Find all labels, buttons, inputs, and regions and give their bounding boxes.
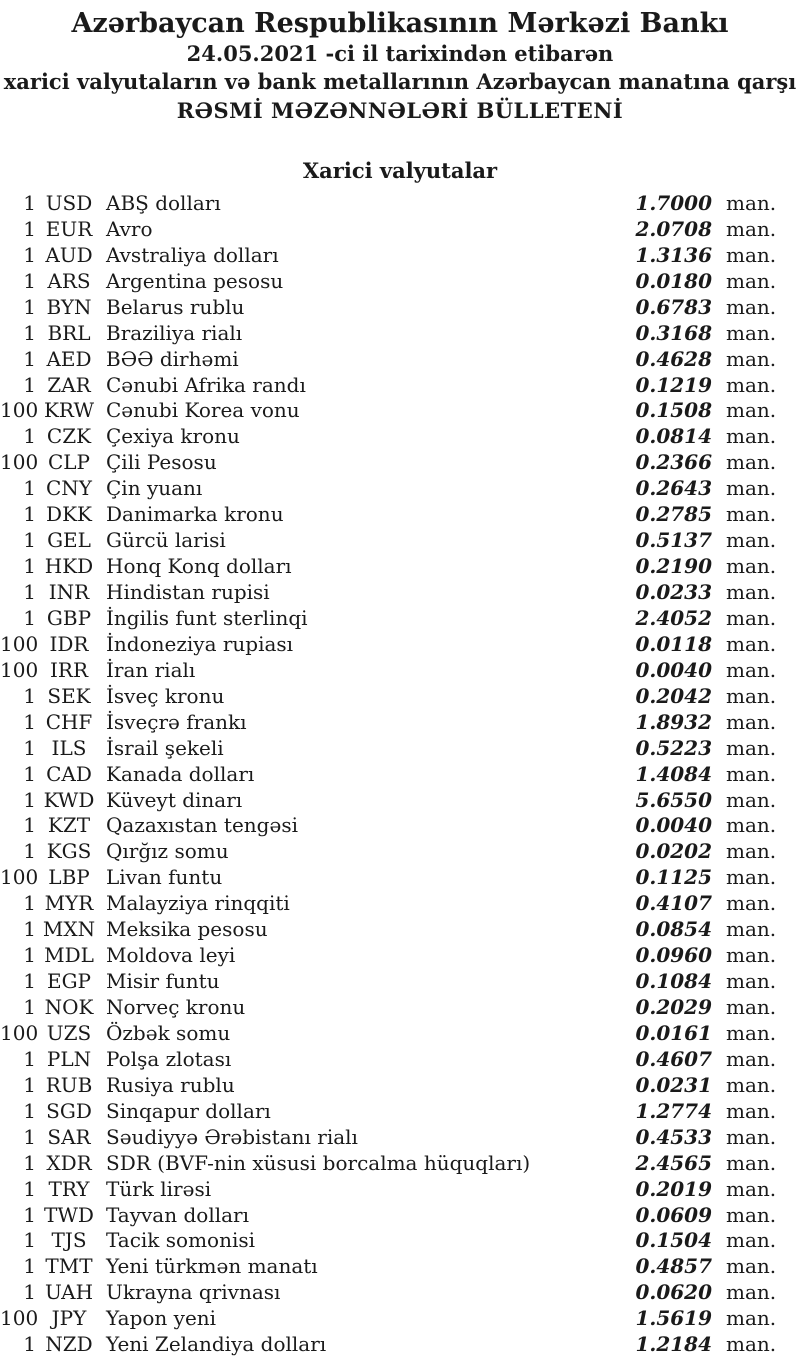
currency-name: Yeni türkmən manatı [106, 1254, 318, 1279]
currency-row [0, 916, 800, 942]
nominal: 1 [23, 1124, 36, 1149]
rate-value: 0.1508 [635, 398, 712, 423]
currency-code: XDR [46, 1150, 92, 1175]
currency-code: UAH [44, 1280, 94, 1305]
nominal: 1 [23, 1176, 36, 1201]
nominal: 1 [23, 554, 36, 579]
rate-value: 0.5223 [635, 735, 712, 760]
currency-name: Tayvan dolları [106, 1202, 249, 1227]
currency-name: Polşa zlotası [106, 1046, 232, 1071]
currency-code: GBP [46, 605, 92, 630]
nominal: 1 [23, 813, 36, 838]
unit-label: man. [726, 1072, 777, 1097]
nominal: 1 [23, 735, 36, 760]
rate-value: 0.2190 [635, 554, 712, 579]
currency-name: Malayziya rinqqiti [106, 891, 290, 916]
currency-name: Kanada dolları [106, 761, 255, 786]
currency-row [0, 1279, 800, 1305]
unit-label: man. [726, 943, 777, 968]
bank-title: Azərbaycan Respublikasının Mərkəzi Bankı [71, 8, 729, 39]
rate-value: 0.0180 [635, 268, 712, 293]
nominal: 1 [23, 839, 36, 864]
unit-label: man. [726, 761, 777, 786]
unit-label: man. [726, 1202, 777, 1227]
currency-row [0, 1046, 800, 1072]
rate-value: 0.0233 [635, 580, 712, 605]
nominal: 1 [23, 346, 36, 371]
nominal: 100 [0, 631, 39, 656]
currency-code: MDL [44, 943, 94, 968]
rates-table [0, 190, 800, 1357]
currency-row [0, 242, 800, 268]
currency-row [0, 631, 800, 657]
currency-row [0, 864, 800, 890]
rate-value: 0.2042 [635, 683, 712, 708]
currency-name: Qazaxıstan tengəsi [106, 813, 298, 838]
rate-value: 0.2785 [635, 502, 712, 527]
currency-name: Ukrayna qrivnası [106, 1280, 281, 1305]
currency-name: Çin yuanı [106, 476, 203, 501]
currency-row [0, 1305, 800, 1331]
unit-label: man. [726, 1150, 777, 1175]
unit-label: man. [726, 580, 777, 605]
nominal: 1 [23, 268, 36, 293]
currency-name: Sinqapur dolları [106, 1098, 271, 1123]
currency-code: IDR [49, 631, 89, 656]
currency-row [0, 1202, 800, 1228]
nominal: 1 [23, 1150, 36, 1175]
nominal: 1 [23, 1072, 36, 1097]
currency-name: İsveçrə frankı [106, 709, 247, 734]
rate-value: 0.0231 [635, 1072, 712, 1097]
currency-name: Yeni Zelandiya dolları [106, 1332, 327, 1357]
currency-name: İndoneziya rupiası [106, 631, 294, 656]
currency-row [0, 761, 800, 787]
currency-name: Tacik somonisi [106, 1228, 256, 1253]
currency-code: TJS [51, 1228, 87, 1253]
unit-label: man. [726, 372, 777, 397]
nominal: 1 [23, 1046, 36, 1071]
rate-value: 0.1125 [635, 865, 712, 890]
currency-name: İsrail şekeli [106, 735, 224, 760]
rate-value: 0.4107 [635, 891, 712, 916]
unit-label: man. [726, 605, 777, 630]
currency-row [0, 838, 800, 864]
nominal: 1 [23, 917, 36, 942]
rate-value: 1.8932 [635, 709, 712, 734]
currency-name: Səudiyyə Ərəbistanı rialı [106, 1124, 358, 1149]
nominal: 1 [23, 761, 36, 786]
currency-code: EUR [45, 216, 93, 241]
currency-code: KGS [46, 839, 92, 864]
currency-row [0, 553, 800, 579]
currency-row [0, 1331, 800, 1357]
currency-row [0, 605, 800, 631]
currency-code: RUB [45, 1072, 93, 1097]
nominal: 1 [23, 424, 36, 449]
currency-code: ZAR [47, 372, 91, 397]
rate-value: 0.4857 [635, 1254, 712, 1279]
nominal: 1 [23, 995, 36, 1020]
unit-label: man. [726, 320, 777, 345]
unit-label: man. [726, 1176, 777, 1201]
currency-code: CHF [45, 709, 93, 734]
currency-name: Avro [106, 216, 153, 241]
currency-code: TRY [48, 1176, 90, 1201]
unit-label: man. [726, 1306, 777, 1331]
currency-name: Yapon yeni [106, 1306, 217, 1331]
currency-name: Belarus rublu [106, 294, 245, 319]
unit-label: man. [726, 1280, 777, 1305]
rate-value: 1.2184 [635, 1332, 712, 1357]
nominal: 1 [23, 969, 36, 994]
unit-label: man. [726, 891, 777, 916]
currency-row [0, 1124, 800, 1150]
currency-code: AED [46, 346, 92, 371]
rate-value: 0.1504 [635, 1228, 712, 1253]
currency-name: SDR (BVF-nin xüsusi borcalma hüquqları) [106, 1150, 531, 1175]
rate-value: 0.0960 [635, 943, 712, 968]
currency-code: SGD [46, 1098, 92, 1123]
nominal: 100 [0, 657, 39, 682]
currency-row [0, 1253, 800, 1279]
currency-name: İran rialı [106, 657, 196, 682]
currency-code: KZT [47, 813, 91, 838]
currency-code: NZD [45, 1332, 93, 1357]
currency-name: Qırğız somu [106, 839, 229, 864]
currency-name: Hindistan rupisi [106, 580, 270, 605]
currency-code: MXN [42, 917, 96, 942]
unit-label: man. [726, 1254, 777, 1279]
rate-value: 2.0708 [635, 216, 712, 241]
currency-name: Cənubi Korea vonu [106, 398, 300, 423]
currency-code: ILS [51, 735, 87, 760]
currency-name: ABŞ dolları [106, 190, 221, 215]
nominal: 1 [23, 320, 36, 345]
nominal: 100 [0, 450, 39, 475]
unit-label: man. [726, 1124, 777, 1149]
currency-name: Gürcü larisi [106, 528, 226, 553]
subject-line: xarici valyutaların və bank metallarının Azərbaycan manatına qarşı [3, 69, 797, 94]
currency-name: Misir funtu [106, 969, 220, 994]
currency-name: Avstraliya dolları [106, 242, 279, 267]
currency-row [0, 294, 800, 320]
currency-row [0, 449, 800, 475]
currency-code: ARS [47, 268, 91, 293]
nominal: 1 [23, 580, 36, 605]
currency-code: NOK [44, 995, 94, 1020]
rate-value: 0.4533 [635, 1124, 712, 1149]
rate-value: 0.0118 [635, 631, 712, 656]
currency-name: Özbək somu [106, 1020, 231, 1045]
currency-name: İsveç kronu [106, 683, 225, 708]
rate-value: 0.1219 [635, 372, 712, 397]
nominal: 1 [23, 683, 36, 708]
currency-row [0, 1098, 800, 1124]
currency-code: MYR [44, 891, 94, 916]
nominal: 1 [23, 1254, 36, 1279]
nominal: 1 [23, 1280, 36, 1305]
unit-label: man. [726, 683, 777, 708]
unit-label: man. [726, 969, 777, 994]
rate-value: 1.2774 [635, 1098, 712, 1123]
nominal: 1 [23, 943, 36, 968]
currency-row [0, 813, 800, 839]
currency-code: TWD [44, 1202, 94, 1227]
rate-value: 0.4628 [635, 346, 712, 371]
nominal: 100 [0, 1306, 39, 1331]
currency-code: DKK [46, 502, 92, 527]
currency-row [0, 1020, 800, 1046]
unit-label: man. [726, 1020, 777, 1045]
rate-value: 0.6783 [635, 294, 712, 319]
unit-label: man. [726, 709, 777, 734]
currency-row [0, 787, 800, 813]
currency-name: Türk lirəsi [106, 1176, 212, 1201]
rate-value: 0.0814 [635, 424, 712, 449]
unit-label: man. [726, 190, 777, 215]
rate-value: 0.0202 [635, 839, 712, 864]
currency-name: Honq Konq dolları [106, 554, 292, 579]
rate-value: 1.4084 [635, 761, 712, 786]
rate-value: 0.0620 [635, 1280, 712, 1305]
unit-label: man. [726, 787, 777, 812]
rate-value: 2.4565 [635, 1150, 712, 1175]
rate-value: 1.3136 [635, 242, 712, 267]
rate-value: 0.2029 [635, 995, 712, 1020]
nominal: 1 [23, 190, 36, 215]
currency-name: İngilis funt sterlinqi [106, 605, 308, 630]
nominal: 1 [23, 1332, 36, 1357]
nominal: 1 [23, 787, 36, 812]
currency-name: Livan funtu [106, 865, 223, 890]
rate-value: 0.0161 [635, 1020, 712, 1045]
currency-row [0, 527, 800, 553]
currency-name: Çexiya kronu [106, 424, 240, 449]
currency-code: TMT [45, 1254, 93, 1279]
currency-code: IRR [49, 657, 89, 682]
unit-label: man. [726, 735, 777, 760]
currency-code: CLP [47, 450, 91, 475]
unit-label: man. [726, 1332, 777, 1357]
currency-code: USD [45, 190, 93, 215]
rate-value: 0.2019 [635, 1176, 712, 1201]
currency-row [0, 1228, 800, 1254]
currency-row [0, 475, 800, 501]
rate-value: 0.0609 [635, 1202, 712, 1227]
unit-label: man. [726, 502, 777, 527]
currency-row [0, 1072, 800, 1098]
currency-name: Moldova leyi [106, 943, 236, 968]
currency-row [0, 423, 800, 449]
unit-label: man. [726, 424, 777, 449]
currency-code: KWD [43, 787, 95, 812]
unit-label: man. [726, 268, 777, 293]
currency-name: Danimarka kronu [106, 502, 284, 527]
currency-name: Küveyt dinarı [106, 787, 243, 812]
unit-label: man. [726, 657, 777, 682]
nominal: 1 [23, 709, 36, 734]
rate-value: 1.5619 [635, 1306, 712, 1331]
rate-value: 0.3168 [635, 320, 712, 345]
unit-label: man. [726, 865, 777, 890]
currency-row [0, 942, 800, 968]
rate-value: 2.4052 [635, 605, 712, 630]
unit-label: man. [726, 398, 777, 423]
currency-code: GEL [47, 528, 91, 553]
currency-row [0, 657, 800, 683]
currency-name: Braziliya rialı [106, 320, 243, 345]
nominal: 1 [23, 891, 36, 916]
currency-code: LBP [48, 865, 90, 890]
nominal: 1 [23, 294, 36, 319]
nominal: 100 [0, 1020, 39, 1045]
unit-label: man. [726, 242, 777, 267]
currency-code: PLN [46, 1046, 92, 1071]
nominal: 100 [0, 865, 39, 890]
bulletin-title: RƏSMİ MƏZƏNNƏLƏRİ BÜLLETENİ [176, 98, 624, 123]
currency-code: BYN [46, 294, 92, 319]
rate-value: 0.0040 [635, 813, 712, 838]
effective-date-line: 24.05.2021 -ci il tarixindən etibarən [186, 41, 614, 66]
currency-row [0, 398, 800, 424]
unit-label: man. [726, 294, 777, 319]
currency-code: BRL [47, 320, 91, 345]
rate-value: 0.2643 [635, 476, 712, 501]
nominal: 1 [23, 1228, 36, 1253]
currency-row [0, 683, 800, 709]
currency-row [0, 190, 800, 216]
unit-label: man. [726, 476, 777, 501]
unit-label: man. [726, 528, 777, 553]
section-title: Xarici valyutalar [302, 158, 498, 183]
nominal: 1 [23, 1202, 36, 1227]
rate-value: 0.1084 [635, 969, 712, 994]
nominal: 1 [23, 242, 36, 267]
currency-name: BƏƏ dirhəmi [106, 346, 239, 371]
currency-code: AUD [45, 242, 93, 267]
nominal: 1 [23, 216, 36, 241]
currency-name: Norveç kronu [106, 995, 246, 1020]
currency-code: CNY [45, 476, 92, 501]
currency-row [0, 994, 800, 1020]
currency-row [0, 735, 800, 761]
unit-label: man. [726, 216, 777, 241]
unit-label: man. [726, 631, 777, 656]
rate-value: 5.6550 [635, 787, 712, 812]
currency-code: EGP [46, 969, 92, 994]
currency-code: CAD [46, 761, 92, 786]
unit-label: man. [726, 1046, 777, 1071]
currency-row [0, 709, 800, 735]
currency-row [0, 501, 800, 527]
currency-row [0, 968, 800, 994]
document-header [0, 8, 800, 126]
unit-label: man. [726, 1098, 777, 1123]
rate-value: 0.0040 [635, 657, 712, 682]
unit-label: man. [726, 1228, 777, 1253]
currency-row [0, 268, 800, 294]
nominal: 1 [23, 528, 36, 553]
currency-code: SAR [47, 1124, 91, 1149]
nominal: 100 [0, 398, 39, 423]
rate-value: 0.2366 [635, 450, 712, 475]
rate-value: 1.7000 [635, 190, 712, 215]
currency-row [0, 890, 800, 916]
nominal: 1 [23, 476, 36, 501]
unit-label: man. [726, 813, 777, 838]
currency-name: Meksika pesosu [106, 917, 268, 942]
currency-name: Cənubi Afrika randı [106, 372, 306, 397]
unit-label: man. [726, 450, 777, 475]
currency-row [0, 216, 800, 242]
rate-value: 0.5137 [635, 528, 712, 553]
unit-label: man. [726, 917, 777, 942]
currency-row [0, 1150, 800, 1176]
rate-value: 0.4607 [635, 1046, 712, 1071]
currency-name: Çili Pesosu [106, 450, 217, 475]
currency-row [0, 320, 800, 346]
currency-row [0, 346, 800, 372]
currency-code: HKD [44, 554, 94, 579]
currency-row [0, 372, 800, 398]
nominal: 1 [23, 1098, 36, 1123]
currency-name: Rusiya rublu [106, 1072, 235, 1097]
currency-code: UZS [46, 1020, 92, 1045]
currency-code: SEK [47, 683, 91, 708]
rate-value: 0.0854 [635, 917, 712, 942]
unit-label: man. [726, 839, 777, 864]
currency-code: JPY [51, 1306, 87, 1331]
unit-label: man. [726, 554, 777, 579]
currency-code: KRW [43, 398, 95, 423]
nominal: 1 [23, 372, 36, 397]
unit-label: man. [726, 346, 777, 371]
nominal: 1 [23, 502, 36, 527]
nominal: 1 [23, 605, 36, 630]
currency-row [0, 1176, 800, 1202]
currency-code: INR [48, 580, 90, 605]
currency-row [0, 579, 800, 605]
currency-code: CZK [46, 424, 92, 449]
currency-name: Argentina pesosu [106, 268, 284, 293]
unit-label: man. [726, 995, 777, 1020]
